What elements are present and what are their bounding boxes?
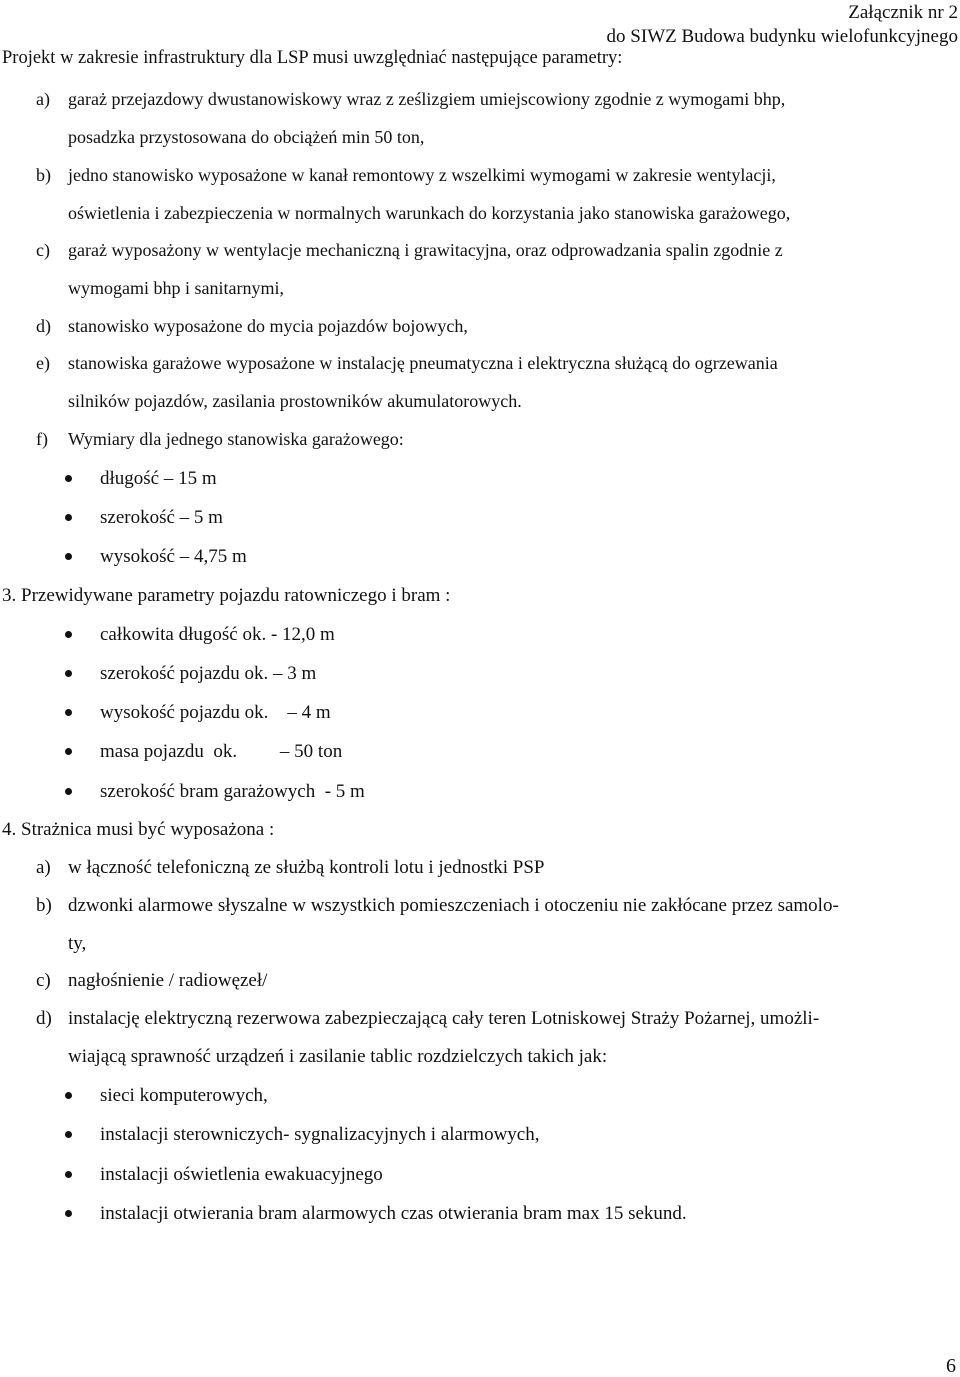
item-marker: a) [36,89,50,109]
dimension-item: szerokość – 5 m [100,507,223,528]
item-marker: d) [36,1008,52,1029]
vehicle-parameter: szerokość bram garażowych - 5 m [100,781,365,802]
item-marker: b) [36,895,52,916]
section-4-heading: 4. Strażnica musi być wyposażona : [2,819,275,840]
vehicle-parameter: szerokość pojazdu ok. – 3 m [100,663,317,684]
installation-item: instalacji oświetlenia ewakuacyjnego [100,1164,383,1185]
bullet-icon [65,1131,72,1138]
item-text-cont: wymogami bhp i sanitarnymi, [68,278,284,298]
installation-item: sieci komputerowych, [100,1085,268,1106]
item-marker: d) [36,316,51,336]
item-text: garaż wyposażony w wentylacje mechaniczną i grawitacyjna, oraz odprowadzania spalin zgodnie z [68,240,783,260]
item-text-cont: posadzka przystosowana do obciążeń min 50 ton, [68,127,425,147]
item-text: instalację elektryczną rezerwowa zabezpieczającą cały teren Lotniskowej Straży Pożarnej, umożli- [68,1008,820,1029]
bullet-icon [65,788,72,795]
item-text-cont: wiającą sprawność urządzeń i zasilanie tablic rozdzielczych takich jak: [68,1046,608,1067]
installation-item: instalacji sterowniczych- sygnalizacyjnych i alarmowych, [100,1124,540,1145]
item-text: stanowisko wyposażone do mycia pojazdów bojowych, [68,316,468,336]
item-text: dzwonki alarmowe słyszalne w wszystkich pomieszczeniach i otoczeniu nie zakłócane przez samolo- [68,895,839,916]
item-text-cont: oświetlenia i zabezpieczenia w normalnych warunkach do korzystania jako stanowiska garażowego, [68,203,791,223]
item-text: garaż przejazdowy dwustanowiskowy wraz z ześlizgiem umiejscowiony zgodnie z wymogami bhp, [68,89,786,109]
item-marker: a) [36,857,51,878]
item-text-cont: ty, [68,933,87,954]
item-marker: b) [36,165,51,185]
dimension-item: wysokość – 4,75 m [100,546,247,567]
bullet-icon [65,475,72,482]
item-text: nagłośnienie / radiowęzeł/ [68,970,268,991]
section-3-heading: 3. Przewidywane parametry pojazdu ratowniczego i bram : [2,585,451,606]
item-marker: f) [36,429,48,449]
vehicle-parameter: wysokość pojazdu ok. – 4 m [100,702,331,723]
item-text: Wymiary dla jednego stanowiska garażowego: [68,429,404,449]
item-marker: c) [36,970,51,991]
vehicle-parameter: masa pojazdu ok. – 50 ton [100,741,343,762]
page-number: 6 [946,1355,956,1377]
bullet-icon [65,748,72,755]
bullet-icon [65,1092,72,1099]
item-text: jedno stanowisko wyposażone w kanał remontowy z wszelkimi wymogami w zakresie wentylacji, [68,165,776,185]
installation-item: instalacji otwierania bram alarmowych czas otwierania bram max 15 sekund. [100,1203,687,1224]
bullet-icon [65,514,72,521]
item-marker: c) [36,240,50,260]
dimension-item: długość – 15 m [100,468,217,489]
bullet-icon [65,553,72,560]
bullet-icon [65,1171,72,1178]
attachment-label: Załącznik nr 2 [848,2,958,23]
tender-reference: do SIWZ Budowa budynku wielofunkcyjnego [606,26,958,47]
bullet-icon [65,670,72,677]
bullet-icon [65,709,72,716]
item-text: w łączność telefoniczną ze służbą kontroli lotu i jednostki PSP [68,857,545,878]
item-text-cont: silników pojazdów, zasilania prostowników akumulatorowych. [68,391,522,411]
bullet-icon [65,631,72,638]
item-text: stanowiska garażowe wyposażone w instalację pneumatyczna i elektryczna służącą do ogrzewania [68,353,778,373]
item-marker: e) [36,353,50,373]
intro-text: Projekt w zakresie infrastruktury dla LSP musi uwzględniać następujące parametry: [2,48,623,68]
bullet-icon [65,1210,72,1217]
vehicle-parameter: całkowita długość ok. - 12,0 m [100,624,335,645]
